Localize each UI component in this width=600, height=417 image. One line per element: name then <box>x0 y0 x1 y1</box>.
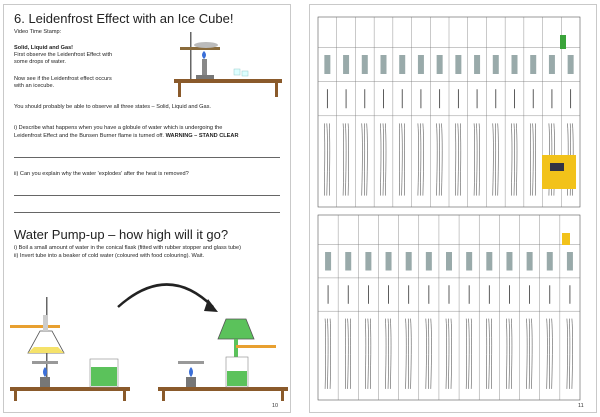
equipment-picture <box>399 55 405 74</box>
burner-image <box>562 233 570 245</box>
equipment-picture <box>466 252 472 271</box>
equipment-picture <box>324 55 330 74</box>
water-pump-title: Water Pump-up – how high will it go? <box>14 227 229 242</box>
equipment-picture <box>343 55 349 74</box>
equipment-picture <box>386 252 392 271</box>
chemistry-set-label <box>550 163 564 171</box>
equipment-picture <box>512 55 518 74</box>
water-pump-illustration <box>8 267 290 402</box>
equipment-picture <box>446 252 452 271</box>
page-number-left: 10 <box>272 403 279 409</box>
ice-line-2: with an icecube. <box>14 83 55 89</box>
equipment-picture <box>474 55 480 74</box>
equipment-picture <box>418 55 424 74</box>
equipment-picture <box>406 252 412 271</box>
page-number-right: 11 <box>578 403 584 409</box>
leidenfrost-illustration <box>172 27 287 99</box>
equipment-picture <box>547 252 553 271</box>
equipment-picture <box>426 252 432 271</box>
observe-line-1: First observe the Leidenfrost Effect with <box>14 52 113 58</box>
answer-line <box>14 212 280 213</box>
equipment-picture <box>549 55 555 74</box>
equipment-picture <box>568 55 574 74</box>
question-1-line-2 <box>14 133 239 140</box>
equipment-picture <box>455 55 461 74</box>
stand-clear-warning: WARNING – STAND CLEAR <box>165 133 239 139</box>
right-page <box>309 4 597 413</box>
solid-liquid-gas-heading: Solid, Liquid and Gas! <box>14 45 74 51</box>
question-1-text: Leidenfrost Effect and the Bunsen Burner flame is turned off. <box>14 133 164 139</box>
equipment-picture <box>493 55 499 74</box>
equipment-picture <box>345 252 351 271</box>
video-time-stamp: Video Time Stamp: <box>14 29 62 35</box>
step-2: ii) Invert tube into a beaker of cold water (coloured with food colouring). Wait. <box>14 253 205 259</box>
ice-line-1: Now see if the Leidenfrost effect occurs <box>14 76 112 82</box>
answer-line <box>14 157 280 158</box>
observe-line-2: some drops of water. <box>14 59 66 65</box>
question-1-line-1: i) Describe what happens when you have a globule of water which is undergoing the <box>14 125 223 131</box>
chemistry-set-box <box>542 155 576 189</box>
equipment-picture <box>381 55 387 74</box>
answer-line <box>14 195 280 196</box>
equipment-picture <box>506 252 512 271</box>
leidenfrost-title: 6. Leidenfrost Effect with an Ice Cube! <box>14 11 234 26</box>
three-states-text: You should probably be able to observe all three states – Solid, Liquid and Gas. <box>14 104 211 110</box>
equipment-picture <box>530 55 536 74</box>
equipment-picture <box>486 252 492 271</box>
left-page <box>3 4 291 413</box>
equipment-picture <box>362 55 368 74</box>
equipment-picture <box>365 252 371 271</box>
question-2: ii) Can you explain why the water 'explodes' after the heat is removed? <box>14 171 189 177</box>
step-1: i) Boil a small amount of water in the conical flask (fitted with rubber stopper and glass tube) <box>14 245 241 251</box>
equipment-picture <box>527 252 533 271</box>
green-equipment <box>560 35 566 49</box>
equipment-picture <box>325 252 331 271</box>
equipment-picture <box>567 252 573 271</box>
equipment-tables <box>310 5 596 412</box>
equipment-picture <box>437 55 443 74</box>
